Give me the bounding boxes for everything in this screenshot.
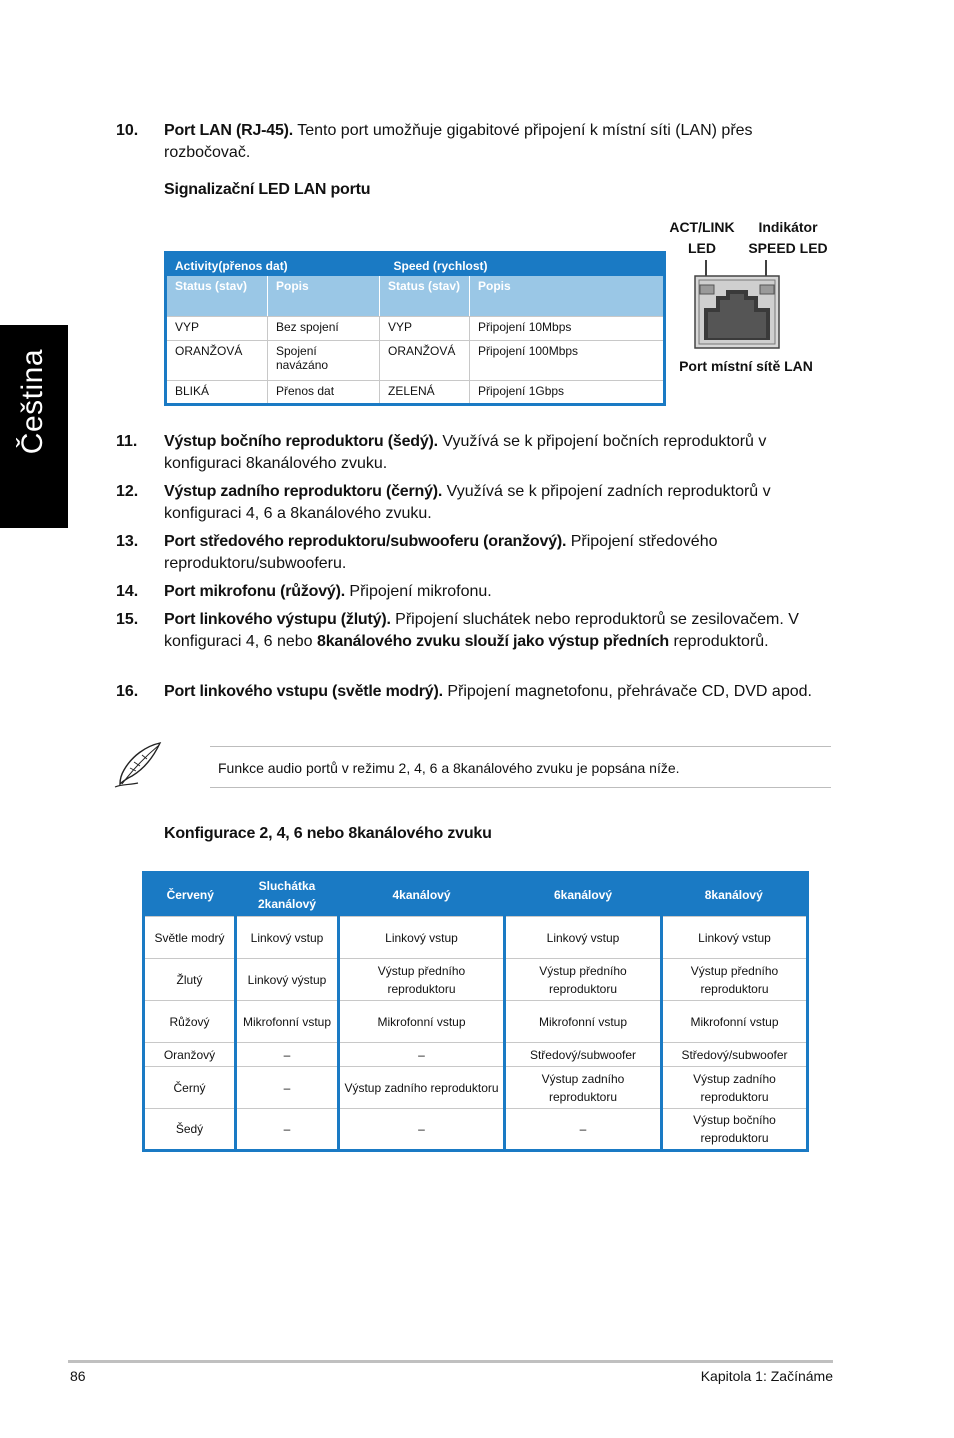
col-header: Sluchátka 2kanálový (236, 873, 339, 917)
language-tab-label: Čeština (16, 349, 49, 455)
table-cell: – (339, 1043, 505, 1067)
table-cell: – (236, 1043, 339, 1067)
item-title: Port mikrofonu (růžový). (164, 583, 345, 600)
table-cell: Středový/subwoofer (662, 1043, 808, 1067)
item-title: Port LAN (RJ-45). (164, 122, 294, 139)
table-cell: Linkový vstup (505, 917, 662, 959)
led-heading: Signalizační LED LAN portu (164, 181, 371, 198)
col-status: Status (stav) (380, 276, 470, 316)
item-number: 13. (116, 533, 139, 550)
audio-config-table (142, 871, 809, 1152)
table-cell: Výstup předního reproduktoru (505, 959, 662, 1001)
table-cell: Mikrofonní vstup (339, 1001, 505, 1043)
col-header: 4kanálový (339, 873, 505, 917)
item-number: 15. (116, 611, 139, 628)
item-title: Výstup bočního reproduktoru (šedý). (164, 433, 438, 450)
item-number: 14. (116, 583, 139, 600)
note-box (210, 746, 831, 788)
led-table (164, 251, 666, 406)
table-cell: – (505, 1109, 662, 1151)
table-cell: Výstup zadního reproduktoru (339, 1067, 505, 1109)
table-cell: Výstup předního reproduktoru (662, 959, 808, 1001)
item-number: 12. (116, 483, 139, 500)
header-speed: Speed (rychlost) (380, 253, 665, 277)
col-header: 8kanálový (662, 873, 808, 917)
table-cell: Připojení 10Mbps (470, 316, 665, 340)
item-15 (116, 609, 826, 653)
speed-led-label: Indikátor SPEED LED (748, 219, 828, 256)
item-number: 10. (116, 122, 139, 139)
table-cell: Linkový výstup (236, 959, 339, 1001)
item-11 (116, 431, 826, 475)
table-cell: VYP (380, 316, 470, 340)
item-13 (116, 531, 826, 575)
table-cell: Mikrofonní vstup (236, 1001, 339, 1043)
note-text: Funkce audio portů v režimu 2, 4, 6 a 8kanálového zvuku je popsána níže. (218, 760, 680, 776)
item-title: Port středového reproduktoru/subwooferu (oranžový). (164, 533, 567, 550)
col-header: Červený (144, 873, 236, 917)
item-emphasis: 8kanálového zvuku slouží jako výstup předních (317, 633, 669, 650)
table-cell: – (339, 1109, 505, 1151)
table-cell: VYP (166, 316, 268, 340)
table-cell: Šedý (144, 1109, 236, 1151)
table-cell: ZELENÁ (380, 380, 470, 404)
table-cell: Žlutý (144, 959, 236, 1001)
col-header: 6kanálový (505, 873, 662, 917)
table-cell: Oranžový (144, 1043, 236, 1067)
table-cell: – (236, 1109, 339, 1151)
act-link-label: ACT/LINK LED (669, 219, 735, 256)
item-title: Port linkového výstupu (žlutý). (164, 611, 391, 628)
table-cell: Výstup zadního reproduktoru (505, 1067, 662, 1109)
item-text: Připojení mikrofonu. (344, 583, 492, 600)
col-popis: Popis (268, 276, 380, 316)
item-14 (116, 581, 826, 603)
chapter-title: Kapitola 1: Začínáme (700, 1368, 833, 1384)
cfg-heading: Konfigurace 2, 4, 6 nebo 8kanálového zvuku (164, 825, 492, 842)
table-cell: Výstup bočního reproduktoru (662, 1109, 808, 1151)
table-cell: Světle modrý (144, 917, 236, 959)
item-text: Využívá se k připojení zadních reproduktorů v konfiguraci 4, 6 a 8kanálového zvuku. (164, 483, 771, 522)
table-cell: Středový/subwoofer (505, 1043, 662, 1067)
item-12 (116, 481, 826, 525)
table-cell: Bez spojení (268, 316, 380, 340)
item-text: reproduktorů. (669, 633, 769, 650)
language-tab (0, 325, 68, 528)
item-number: 11. (116, 433, 138, 450)
footer-divider (68, 1360, 833, 1363)
header-activity: Activity(přenos dat) (166, 253, 380, 277)
table-cell: Výstup předního reproduktoru (339, 959, 505, 1001)
table-cell: Linkový vstup (339, 917, 505, 959)
table-cell: Připojení 1Gbps (470, 380, 665, 404)
lan-port-icon (690, 258, 784, 350)
item-16 (116, 681, 826, 703)
table-cell: Linkový vstup (662, 917, 808, 959)
table-cell: Mikrofonní vstup (505, 1001, 662, 1043)
table-cell: Přenos dat (268, 380, 380, 404)
item-number: 16. (116, 683, 139, 700)
item-text: Tento port umožňuje gigabitové připojení k místní síti (LAN) přes rozbočovač. (164, 122, 753, 161)
item-title: Port linkového vstupu (světle modrý). (164, 683, 443, 700)
note-feather-icon (112, 740, 164, 790)
lan-port-label: Port místní sítě LAN (679, 358, 813, 374)
col-status: Status (stav) (166, 276, 268, 316)
item-text: Připojení magnetofonu, přehrávače CD, DVD apod. (442, 683, 812, 700)
table-cell: ORANŽOVÁ (166, 340, 268, 380)
table-cell: ORANŽOVÁ (380, 340, 470, 380)
col-popis: Popis (470, 276, 665, 316)
table-cell: Mikrofonní vstup (662, 1001, 808, 1043)
table-cell: Linkový vstup (236, 917, 339, 959)
table-cell: BLIKÁ (175, 383, 210, 398)
item-title: Výstup zadního reproduktoru (černý). (164, 483, 443, 500)
table-cell: – (236, 1067, 339, 1109)
table-cell: Růžový (144, 1001, 236, 1043)
table-cell: Připojení 100Mbps (470, 340, 665, 380)
table-cell: Černý (144, 1067, 236, 1109)
table-cell: Výstup zadního reproduktoru (662, 1067, 808, 1109)
item-10 (116, 120, 826, 164)
page-number: 86 (70, 1368, 86, 1384)
table-cell: Spojení navázáno (268, 340, 380, 380)
item-text: Využívá se k připojení bočních reproduktorů v konfiguraci 8kanálového zvuku. (164, 433, 767, 472)
item-text: Připojení středového reproduktoru/subwooferu. (164, 533, 718, 572)
item-text: Připojení sluchátek nebo reproduktorů se zesilovačem. V konfiguraci 4, 6 nebo (164, 611, 799, 650)
